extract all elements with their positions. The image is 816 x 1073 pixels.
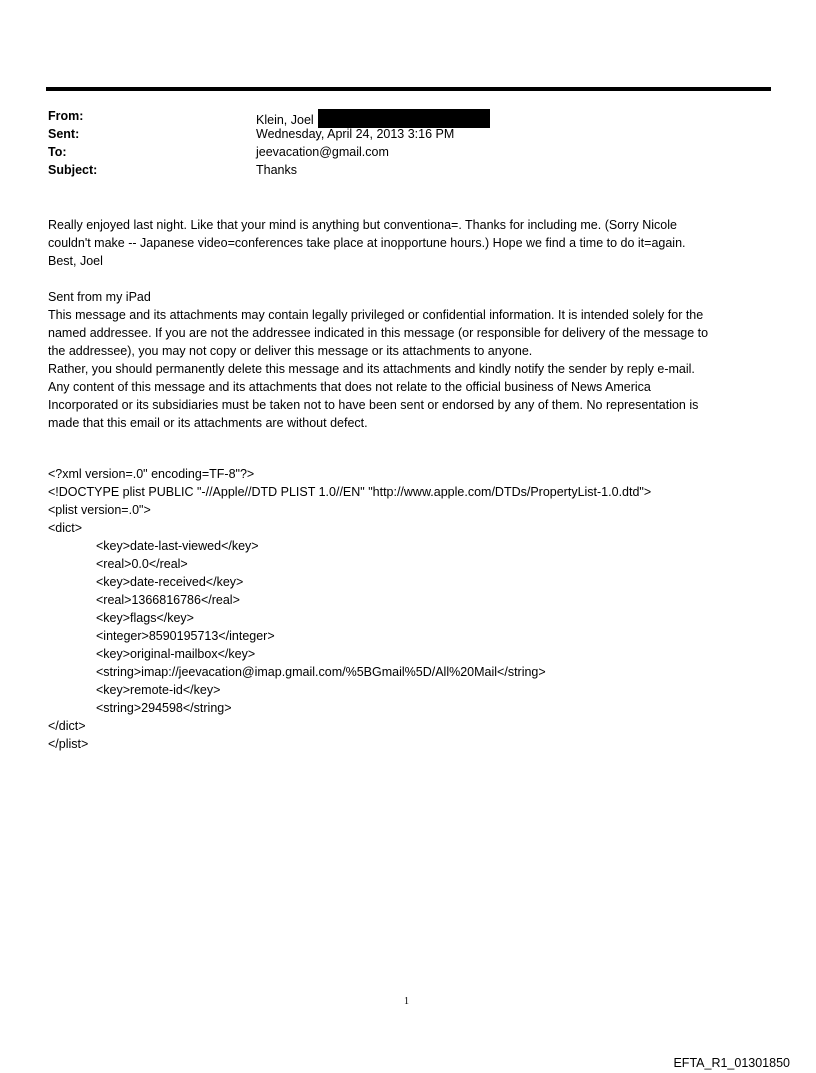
- from-label: From:: [48, 109, 84, 123]
- subject-label: Subject:: [48, 163, 98, 177]
- redaction-block: [318, 109, 490, 128]
- plist-entry: <key>remote-id</key>: [96, 683, 221, 697]
- message-line: Best, Joel: [48, 254, 103, 268]
- disclaimer-line: named addressee. If you are not the addressee indicated in this message (or responsible for delivery of the message to: [48, 326, 709, 340]
- disclaimer-line: Any content of this message and its attachments that does not relate to the official business of News America: [48, 380, 651, 394]
- plist-entry: <string>294598</string>: [96, 701, 232, 715]
- to-label: To:: [48, 145, 67, 159]
- doctype-line: <!DOCTYPE plist PUBLIC "-//Apple//DTD PLIST 1.0//EN" "http://www.apple.com/DTDs/PropertyList-1.0.dtd">: [48, 485, 652, 499]
- plist-entry: <real>0.0</real>: [96, 557, 188, 571]
- plist-close: </plist>: [48, 737, 89, 751]
- sent-label: Sent:: [48, 127, 80, 141]
- sent-value: Wednesday, April 24, 2013 3:16 PM: [256, 127, 455, 141]
- plist-entry: <key>flags</key>: [96, 611, 194, 625]
- disclaimer: [48, 288, 770, 432]
- page-number: 1: [404, 996, 409, 1007]
- from-value: [256, 109, 490, 128]
- subject-value: Thanks: [256, 163, 297, 177]
- plist-entry: <string>imap://jeevacation@imap.gmail.com/%5BGmail%5D/All%20Mail</string>: [96, 665, 546, 679]
- disclaimer-line: Sent from my iPad: [48, 290, 151, 304]
- plist-entry: <integer>8590195713</integer>: [96, 629, 275, 643]
- disclaimer-line: This message and its attachments may contain legally privileged or confidential information. It is intended solely for the: [48, 308, 704, 322]
- message-line: Really enjoyed last night. Like that your mind is anything but conventiona=. Thanks for including me. (Sorry Nicole: [48, 218, 677, 232]
- dict-close: </dict>: [48, 719, 86, 733]
- plist-block: [48, 465, 651, 753]
- plist-entry: <key>date-received</key>: [96, 575, 244, 589]
- plist-entry: <real>1366816786</real>: [96, 593, 240, 607]
- disclaimer-line: the addressee), you may not copy or deliver this message or its attachments to anyone.: [48, 344, 533, 358]
- to-value: jeevacation@gmail.com: [256, 145, 389, 159]
- document-id: EFTA_R1_01301850: [673, 1056, 790, 1070]
- xml-declaration: <?xml version=.0" encoding=TF-8"?>: [48, 467, 255, 481]
- plist-entry: <key>date-last-viewed</key>: [96, 539, 259, 553]
- disclaimer-line: made that this email or its attachments are without defect.: [48, 416, 368, 430]
- header-rule: [46, 87, 771, 91]
- dict-open: <dict>: [48, 521, 83, 535]
- plist-open: <plist version=.0">: [48, 503, 151, 517]
- from-name: Klein, Joel: [256, 113, 314, 127]
- plist-entry: <key>original-mailbox</key>: [96, 647, 256, 661]
- message-body: [48, 216, 770, 270]
- disclaimer-line: Rather, you should permanently delete this message and its attachments and kindly notify the sender by reply e-mail.: [48, 362, 695, 376]
- disclaimer-line: Incorporated or its subsidiaries must be taken not to have been sent or endorsed by any of them. No representation is: [48, 398, 699, 412]
- message-line: couldn't make -- Japanese video=conferences take place at inopportune hours.) Hope we find a time to do it=again.: [48, 236, 686, 250]
